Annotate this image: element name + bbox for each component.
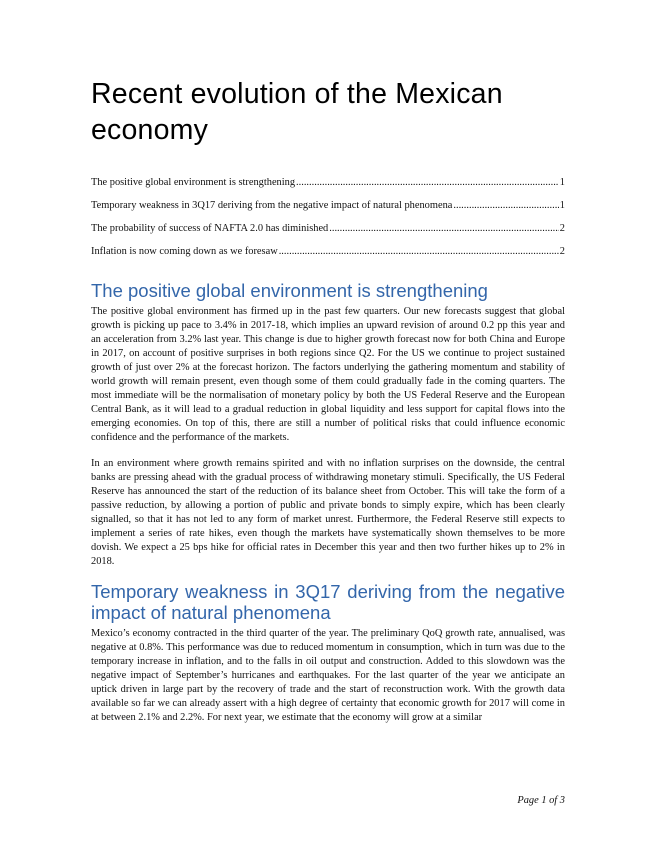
toc-entry-text: Temporary weakness in 3Q17 deriving from the negative impact of natural phenomena [91, 200, 453, 211]
toc-entry-page: 2 [559, 223, 565, 234]
page-number-footer: Page 1 of 3 [517, 795, 565, 806]
toc-entry-text: Inflation is now coming down as we foresaw [91, 246, 278, 257]
toc-entry-page: 2 [559, 246, 565, 257]
body-paragraph: In an environment where growth remains spirited and with no inflation surprises on the downside, the central banks are pressing ahead with the gradual process of withdrawing monetary stimuli. Specifically, the US Federal Reserve has announced the start of the reduction of its balance sheet from October. This will take the form of a passive reduction, by allowing a portion of public and private bonds to simply expire, which has been clearly signalled, so that it has not led to any form of market unrest. Furthermore, the Federal Reserve still expects to implement a series of rate hikes, even though the markets have systematically shown themselves to be more dovish. We expect a 25 bps hike for official rates in December this year and then two further hikes up to 2% in 2018. [91, 458, 565, 567]
document-page [91, 76, 565, 737]
toc-entry[interactable] [91, 245, 565, 268]
section-heading: Temporary weakness in 3Q17 deriving from the negative impact of natural phenomena [91, 581, 565, 623]
toc-entry-text: The positive global environment is strengthening [91, 177, 296, 188]
toc-entry-page: 1 [559, 177, 565, 188]
toc-entry[interactable] [91, 199, 565, 222]
section-global-environment [91, 280, 565, 569]
toc-leader-dots [329, 222, 559, 235]
table-of-contents [91, 176, 565, 268]
toc-leader-dots [453, 199, 558, 212]
toc-entry-text: The probability of success of NAFTA 2.0 has diminished [91, 223, 329, 234]
body-paragraph: The positive global environment has firmed up in the past few quarters. Our new forecasts suggest that global growth is picking up pace to 3.4% in 2017-18, which implies an upward revision of around 0.2 pp this year and an acceleration from 3.2% last year. This change is due to higher growth forecast now for both China and Europe in 2017, on account of positive surprises in both regions since Q2. For the US we continue to project sustained growth of just over 2% at the forecast horizon. The factors underlying the gathering momentum and stability of world growth will remain present, even though some of them could gradually fade in the coming quarters. The most immediate will be the normalisation of monetary policy by both the US Federal Reserve and the European Central Bank, as it will lead to a gradual reduction in global liquidity and less support for capital flows into the emerging economies. On top of this, there are still a number of political risks that could influence economic confidence and the performance of the markets. [91, 306, 565, 443]
section-heading: The positive global environment is strengthening [91, 280, 488, 301]
body-paragraph: Mexico’s economy contracted in the third quarter of the year. The preliminary QoQ growth rate, annualised, was negative at 0.8%. This performance was due to reduced momentum in consumption, which in turn was due to the temporary increase in inflation, and to the falls in oil output and construction. Added to this slowdown was the negative impact of September’s hurricanes and earthquakes. For the last quarter of the year we anticipate an uptick driven in large part by the recovery of trade and the start of reconstruction work. With the growth data available so far we can already assert with a high degree of certainty that economic growth for 2017 will come in at between 2.1% and 2.2%. For next year, we estimate that the economy will grow at a similar [91, 628, 565, 723]
toc-entry-page: 1 [559, 200, 565, 211]
toc-entry[interactable] [91, 222, 565, 245]
toc-leader-dots [279, 245, 559, 258]
toc-leader-dots [296, 176, 559, 189]
section-temporary-weakness [91, 581, 565, 725]
document-title: Recent evolution of the Mexican economy [91, 78, 503, 146]
toc-entry[interactable] [91, 176, 565, 199]
